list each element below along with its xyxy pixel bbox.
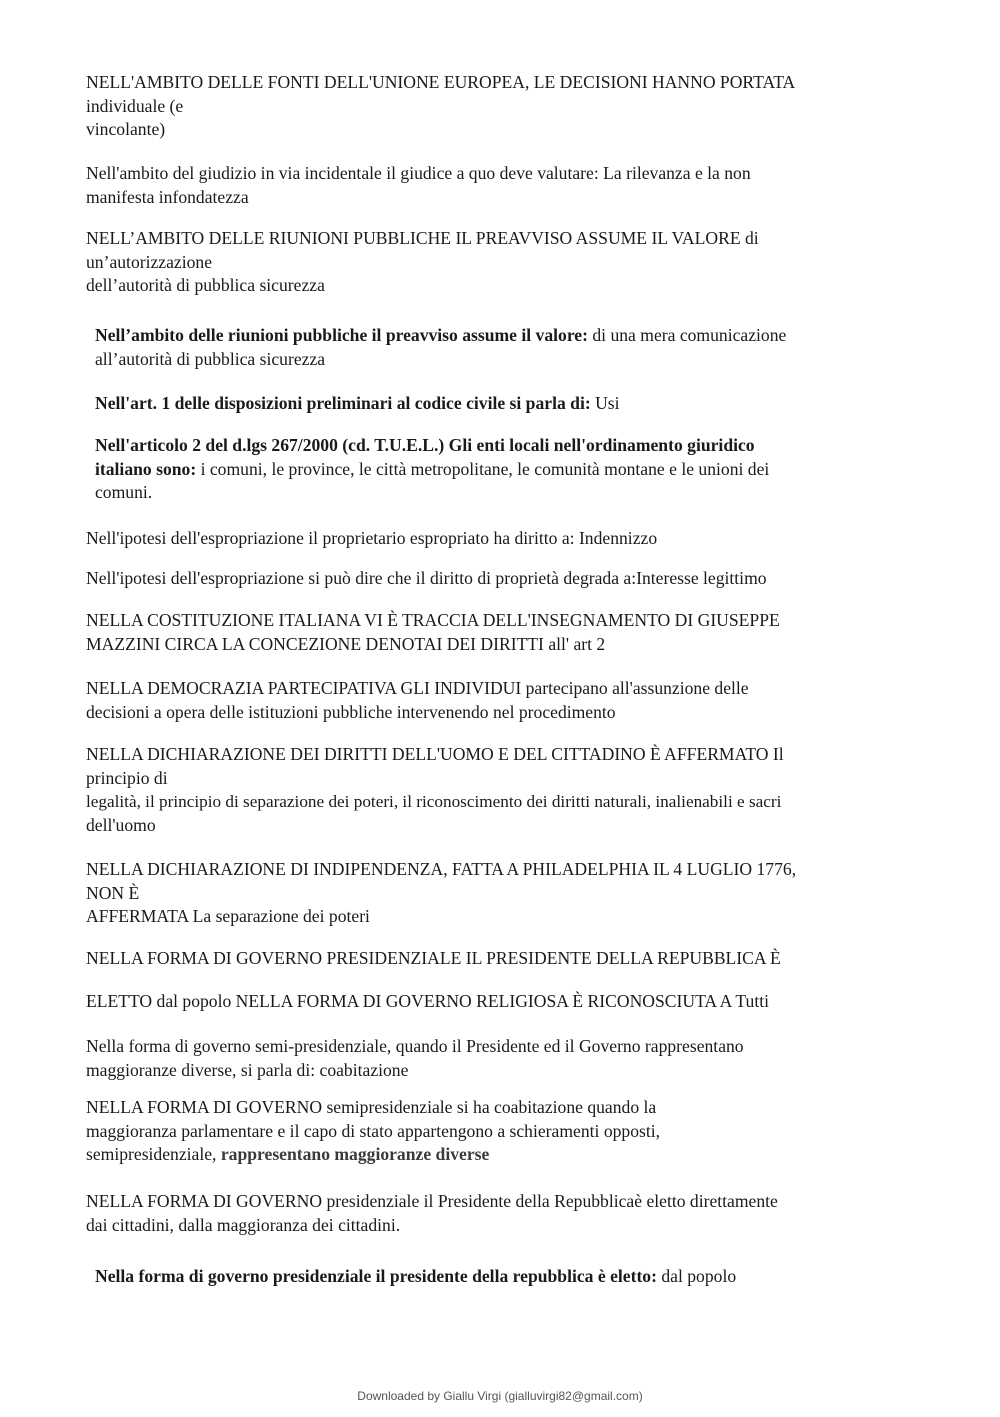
entry-dichiarazione-indipendenza bbox=[86, 858, 796, 929]
entry-line: NELLA DICHIARAZIONE DEI DIRITTI DELL'UOMO E DEL CITTADINO È AFFERMATO Il bbox=[86, 744, 784, 764]
entry-semipresidenziale-coabitazione bbox=[86, 1035, 744, 1082]
entry-line: dell’autorità di pubblica sicurezza bbox=[86, 275, 325, 295]
entry-line bbox=[86, 1143, 660, 1167]
entry-eletto-religiosa bbox=[86, 990, 769, 1014]
entry-dichiarazione-diritti bbox=[86, 743, 784, 837]
entry-line: NELLA FORMA DI GOVERNO semipresidenziale si ha coabitazione quando la bbox=[86, 1097, 657, 1117]
entry-line: NELL’AMBITO DELLE RIUNIONI PUBBLICHE IL PREAVVISO ASSUME IL VALORE di bbox=[86, 228, 759, 248]
entry-line: vincolante) bbox=[86, 119, 166, 139]
question-text: Nell’ambito delle riunioni pubbliche il preavviso assume il valore: bbox=[95, 325, 588, 345]
entry-line bbox=[95, 1265, 736, 1289]
entry-line: principio di bbox=[86, 767, 168, 788]
entry-riunioni-pubbliche bbox=[95, 324, 786, 371]
download-footer: Downloaded by Giallu Virgi (gialluvirgi82@gmail.com) bbox=[357, 1389, 643, 1403]
answer-text: i comuni, le province, le città metropolitane, le comunità montane e le unioni dei bbox=[196, 458, 770, 479]
entry-line: legalità, il principio di separazione dei poteri, il riconoscimento dei diritti naturali, inalienabili e sacri bbox=[86, 792, 782, 811]
entry-art1-preliminari bbox=[95, 392, 620, 416]
entry-presidenziale-cittadini bbox=[86, 1190, 778, 1237]
question-text: Nell'articolo 2 del d.lgs 267/2000 (cd. T.U.E.L.) Gli enti locali nell'ordinamento giuridico bbox=[95, 435, 755, 455]
entry-presidenziale-popolo bbox=[95, 1265, 736, 1289]
entry-line: AFFERMATA La separazione dei poteri bbox=[86, 906, 370, 926]
entry-line: NELLA DEMOCRAZIA PARTECIPATIVA GLI INDIVIDUI partecipano all'assunzione delle bbox=[86, 678, 749, 698]
entry-line: dell'uomo bbox=[86, 814, 156, 835]
question-text: Nella forma di governo presidenziale il presidente della repubblica è eletto: bbox=[95, 1266, 657, 1286]
entry-line: NON È bbox=[86, 882, 140, 903]
entry-line: NELLA FORMA DI GOVERNO PRESIDENZIALE IL PRESIDENTE DELLA REPUBBLICA È bbox=[86, 948, 781, 968]
entry-line: NELLA COSTITUZIONE ITALIANA VI È TRACCIA DELL'INSEGNAMENTO DI GIUSEPPE bbox=[86, 610, 780, 630]
entry-line: maggioranza parlamentare e il capo di stato appartengono a schieramenti opposti, bbox=[86, 1120, 661, 1141]
answer-text: di una mera comunicazione bbox=[587, 325, 787, 345]
answer-text: comuni. bbox=[95, 482, 153, 502]
entry-line: decisioni a opera delle istituzioni pubbliche intervenendo nel procedimento bbox=[86, 701, 616, 722]
entry-line bbox=[95, 392, 620, 416]
entry-line: Nell'ipotesi dell'espropriazione il proprietario espropriato ha diritto a: Indennizzo bbox=[86, 528, 658, 548]
entry-decisioni-ue bbox=[86, 71, 795, 142]
entry-text: semipresidenziale, bbox=[86, 1144, 221, 1164]
entry-riunioni-pubbliche-caps bbox=[86, 227, 759, 298]
entry-line: individuale (e bbox=[86, 95, 184, 116]
entry-line bbox=[95, 324, 786, 348]
entry-line: MAZZINI CIRCA LA CONCEZIONE DENOTAI DEI DIRITTI all' art 2 bbox=[86, 633, 606, 654]
entry-line: NELLA DICHIARAZIONE DI INDIPENDENZA, FATTA A PHILADELPHIA IL 4 LUGLIO 1776, bbox=[86, 859, 797, 879]
entry-presidenziale-caps bbox=[86, 947, 781, 971]
entry-tuel-enti-locali bbox=[95, 434, 769, 505]
question-text: italiano sono: bbox=[95, 458, 197, 479]
entry-line bbox=[95, 458, 769, 482]
entry-espropriazione-interesse bbox=[86, 567, 767, 591]
entry-giudizio-incidentale bbox=[86, 162, 751, 209]
entry-semipresidenziale-caps bbox=[86, 1096, 660, 1167]
entry-espropriazione-indennizzo bbox=[86, 527, 657, 551]
entry-democrazia-partecipativa bbox=[86, 677, 749, 724]
answer-text: Usi bbox=[590, 393, 620, 413]
entry-line: manifesta infondatezza bbox=[86, 186, 249, 207]
answer-text: dal popolo bbox=[656, 1266, 737, 1286]
entry-line: Nell'ipotesi dell'espropriazione si può dire che il diritto di proprietà degrada a:Interesse legittimo bbox=[86, 568, 767, 588]
entry-line: NELL'AMBITO DELLE FONTI DELL'UNIONE EUROPEA, LE DECISIONI HANNO PORTATA bbox=[86, 72, 796, 92]
entry-line: maggioranze diverse, si parla di: coabitazione bbox=[86, 1059, 409, 1080]
entry-line: Nella forma di governo semi-presidenziale, quando il Presidente ed il Governo rappresentano bbox=[86, 1036, 744, 1056]
entry-costituzione-mazzini bbox=[86, 609, 780, 656]
entry-line: un’autorizzazione bbox=[86, 251, 213, 272]
emphasis-text: rappresentano maggioranze diverse bbox=[220, 1144, 490, 1164]
question-text: Nell'art. 1 delle disposizioni preliminari al codice civile si parla di: bbox=[95, 393, 591, 413]
entry-line: Nell'ambito del giudizio in via incidentale il giudice a quo deve valutare: La rilevanza e la non bbox=[86, 163, 751, 183]
entry-line: ELETTO dal popolo NELLA FORMA DI GOVERNO RELIGIOSA È RICONOSCIUTA A Tutti bbox=[86, 991, 769, 1011]
entry-line: NELLA FORMA DI GOVERNO presidenziale il Presidente della Repubblicaè eletto direttamente bbox=[86, 1191, 778, 1211]
answer-text: all’autorità di pubblica sicurezza bbox=[95, 348, 326, 369]
entry-line: dai cittadini, dalla maggioranza dei cittadini. bbox=[86, 1214, 401, 1235]
